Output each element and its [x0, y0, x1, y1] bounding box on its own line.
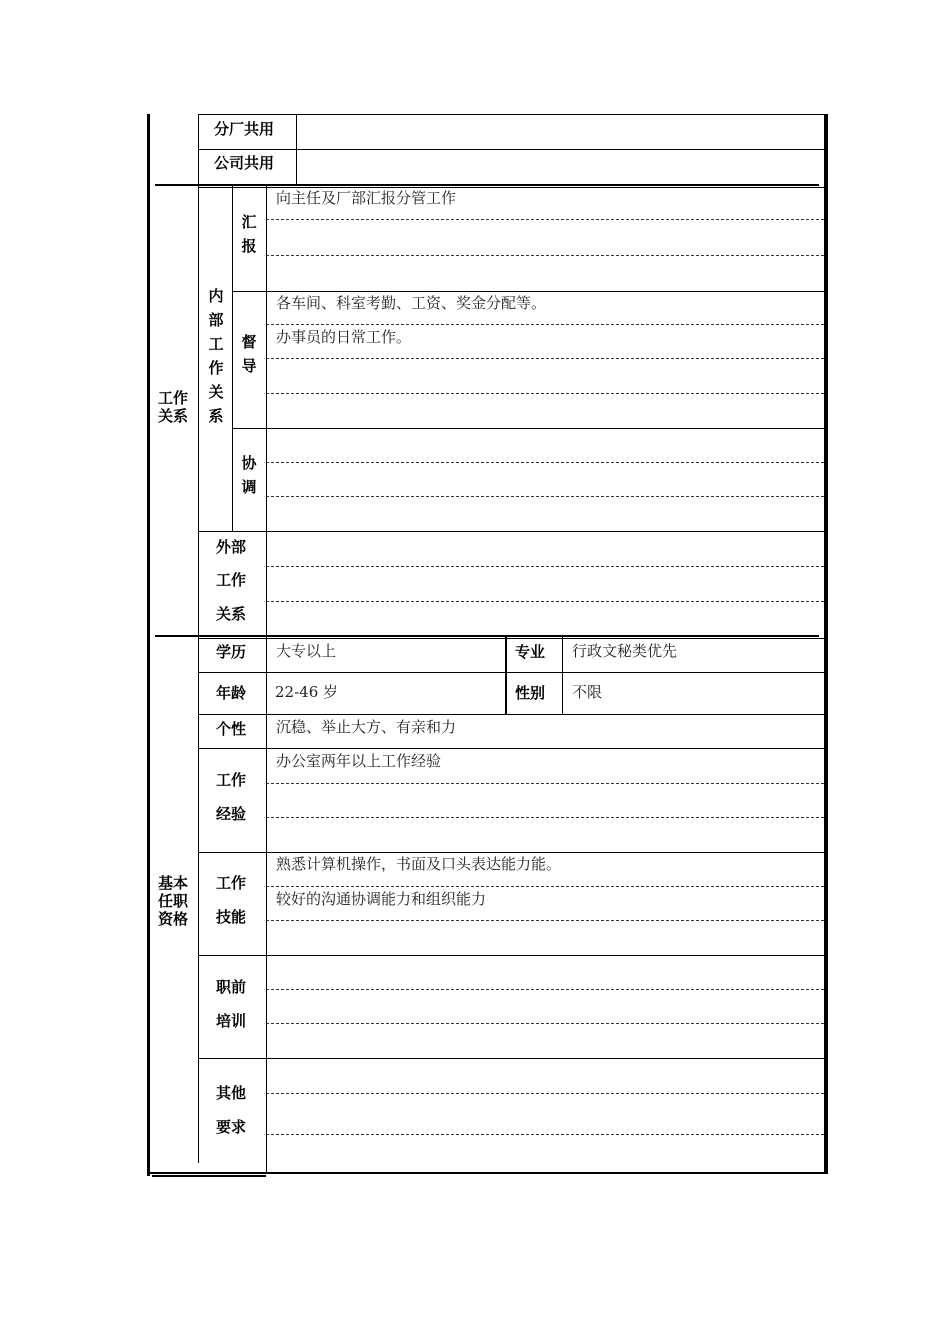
qual-col-divider [198, 637, 199, 1163]
top-col-divider-right [296, 114, 297, 186]
frame-top-border [198, 114, 826, 115]
report-line-1: 向主任及厂部汇报分管工作 [276, 189, 457, 207]
gender-label: 性别 [515, 684, 546, 702]
skills-label-line-1: 工作 [216, 874, 247, 892]
supervise-dash-2 [266, 358, 824, 359]
company-shared-label: 公司共用 [214, 154, 275, 172]
age-value: 22-46 岁 [275, 683, 339, 701]
coordinate-dash-1 [266, 462, 824, 463]
skills-bottom-rule [198, 955, 824, 956]
training-bottom-rule [198, 1058, 824, 1059]
age-label: 年龄 [216, 684, 247, 702]
major-col-right [562, 637, 563, 715]
personality-value: 沉稳、举止大方、有亲和力 [276, 718, 457, 736]
experience-dash-2 [266, 817, 824, 818]
experience-dash-1 [266, 783, 824, 784]
other-dash-2 [266, 1134, 824, 1135]
report-dash-2 [266, 255, 824, 256]
experience-label-line-1: 工作 [216, 771, 247, 789]
supervise-line-1: 各车间、科室考勤、工资、奖金分配等。 [276, 294, 547, 312]
personality-bottom-rule [198, 748, 824, 749]
internal-relations-label: 内部工作关系 [208, 287, 224, 425]
training-label-line-1: 职前 [216, 978, 247, 996]
experience-line-1: 办公室两年以上工作经验 [276, 752, 442, 770]
external-label-line-1: 外部 [216, 538, 247, 556]
report-dash-1 [266, 219, 824, 220]
supervise-line-2: 办事员的日常工作。 [276, 328, 412, 346]
skills-dash-1 [266, 886, 824, 887]
training-label-line-2: 培训 [216, 1012, 247, 1030]
section-divider-work-relations [155, 184, 819, 186]
gender-value: 不限 [572, 683, 603, 701]
section-divider-qualifications [155, 635, 819, 637]
coordinate-label: 协调 [241, 454, 257, 496]
supervise-dash-1 [266, 324, 824, 325]
other-label-line-1: 其他 [216, 1084, 247, 1102]
frame-bottom-border [150, 1172, 826, 1174]
supervise-bottom-rule [232, 428, 824, 429]
content-col-divider [266, 186, 267, 636]
education-value: 大专以上 [276, 642, 337, 660]
external-dash-2 [266, 601, 824, 602]
major-col-left [505, 637, 507, 715]
major-value: 行政文秘类优先 [572, 642, 678, 660]
branch-shared-label: 分厂共用 [214, 120, 275, 138]
personality-label: 个性 [216, 720, 247, 738]
other-label-line-2: 要求 [216, 1118, 247, 1136]
coordinate-bottom-rule [198, 531, 824, 532]
education-bottom-rule [198, 672, 824, 673]
internal-col-divider [232, 186, 233, 531]
frame-bottom-left-rule [152, 1175, 266, 1177]
top-col-divider-left [198, 114, 199, 186]
external-dash-1 [266, 566, 824, 567]
work-relations-col-divider [198, 186, 199, 636]
skills-line-1: 熟悉计算机操作，书面及口头表达能力能。 [276, 855, 562, 873]
qual-content-col-divider [266, 637, 267, 1172]
frame-right-border [824, 114, 828, 1174]
skills-dash-2 [266, 920, 824, 921]
education-label: 学历 [216, 643, 247, 661]
work-relations-label: 工作关系 [157, 389, 188, 425]
supervise-label: 督导 [241, 333, 257, 375]
coordinate-dash-2 [266, 496, 824, 497]
report-label: 汇报 [241, 213, 257, 255]
qualifications-label: 基本任职资格 [157, 874, 188, 928]
major-label: 专业 [515, 643, 546, 661]
supervise-dash-3 [266, 393, 824, 394]
experience-label-line-2: 经验 [216, 805, 247, 823]
external-label-line-3: 关系 [216, 605, 247, 623]
other-dash-1 [266, 1093, 824, 1094]
training-dash-2 [266, 1023, 824, 1024]
skills-line-2: 较好的沟通协调能力和组织能力 [276, 890, 487, 908]
section-divider-qualifications-2 [198, 638, 824, 639]
top-row-divider [198, 149, 824, 150]
external-label-line-2: 工作 [216, 571, 247, 589]
training-dash-1 [266, 989, 824, 990]
frame-left-border [147, 114, 150, 1176]
age-bottom-rule [198, 714, 824, 715]
skills-label-line-2: 技能 [216, 908, 247, 926]
